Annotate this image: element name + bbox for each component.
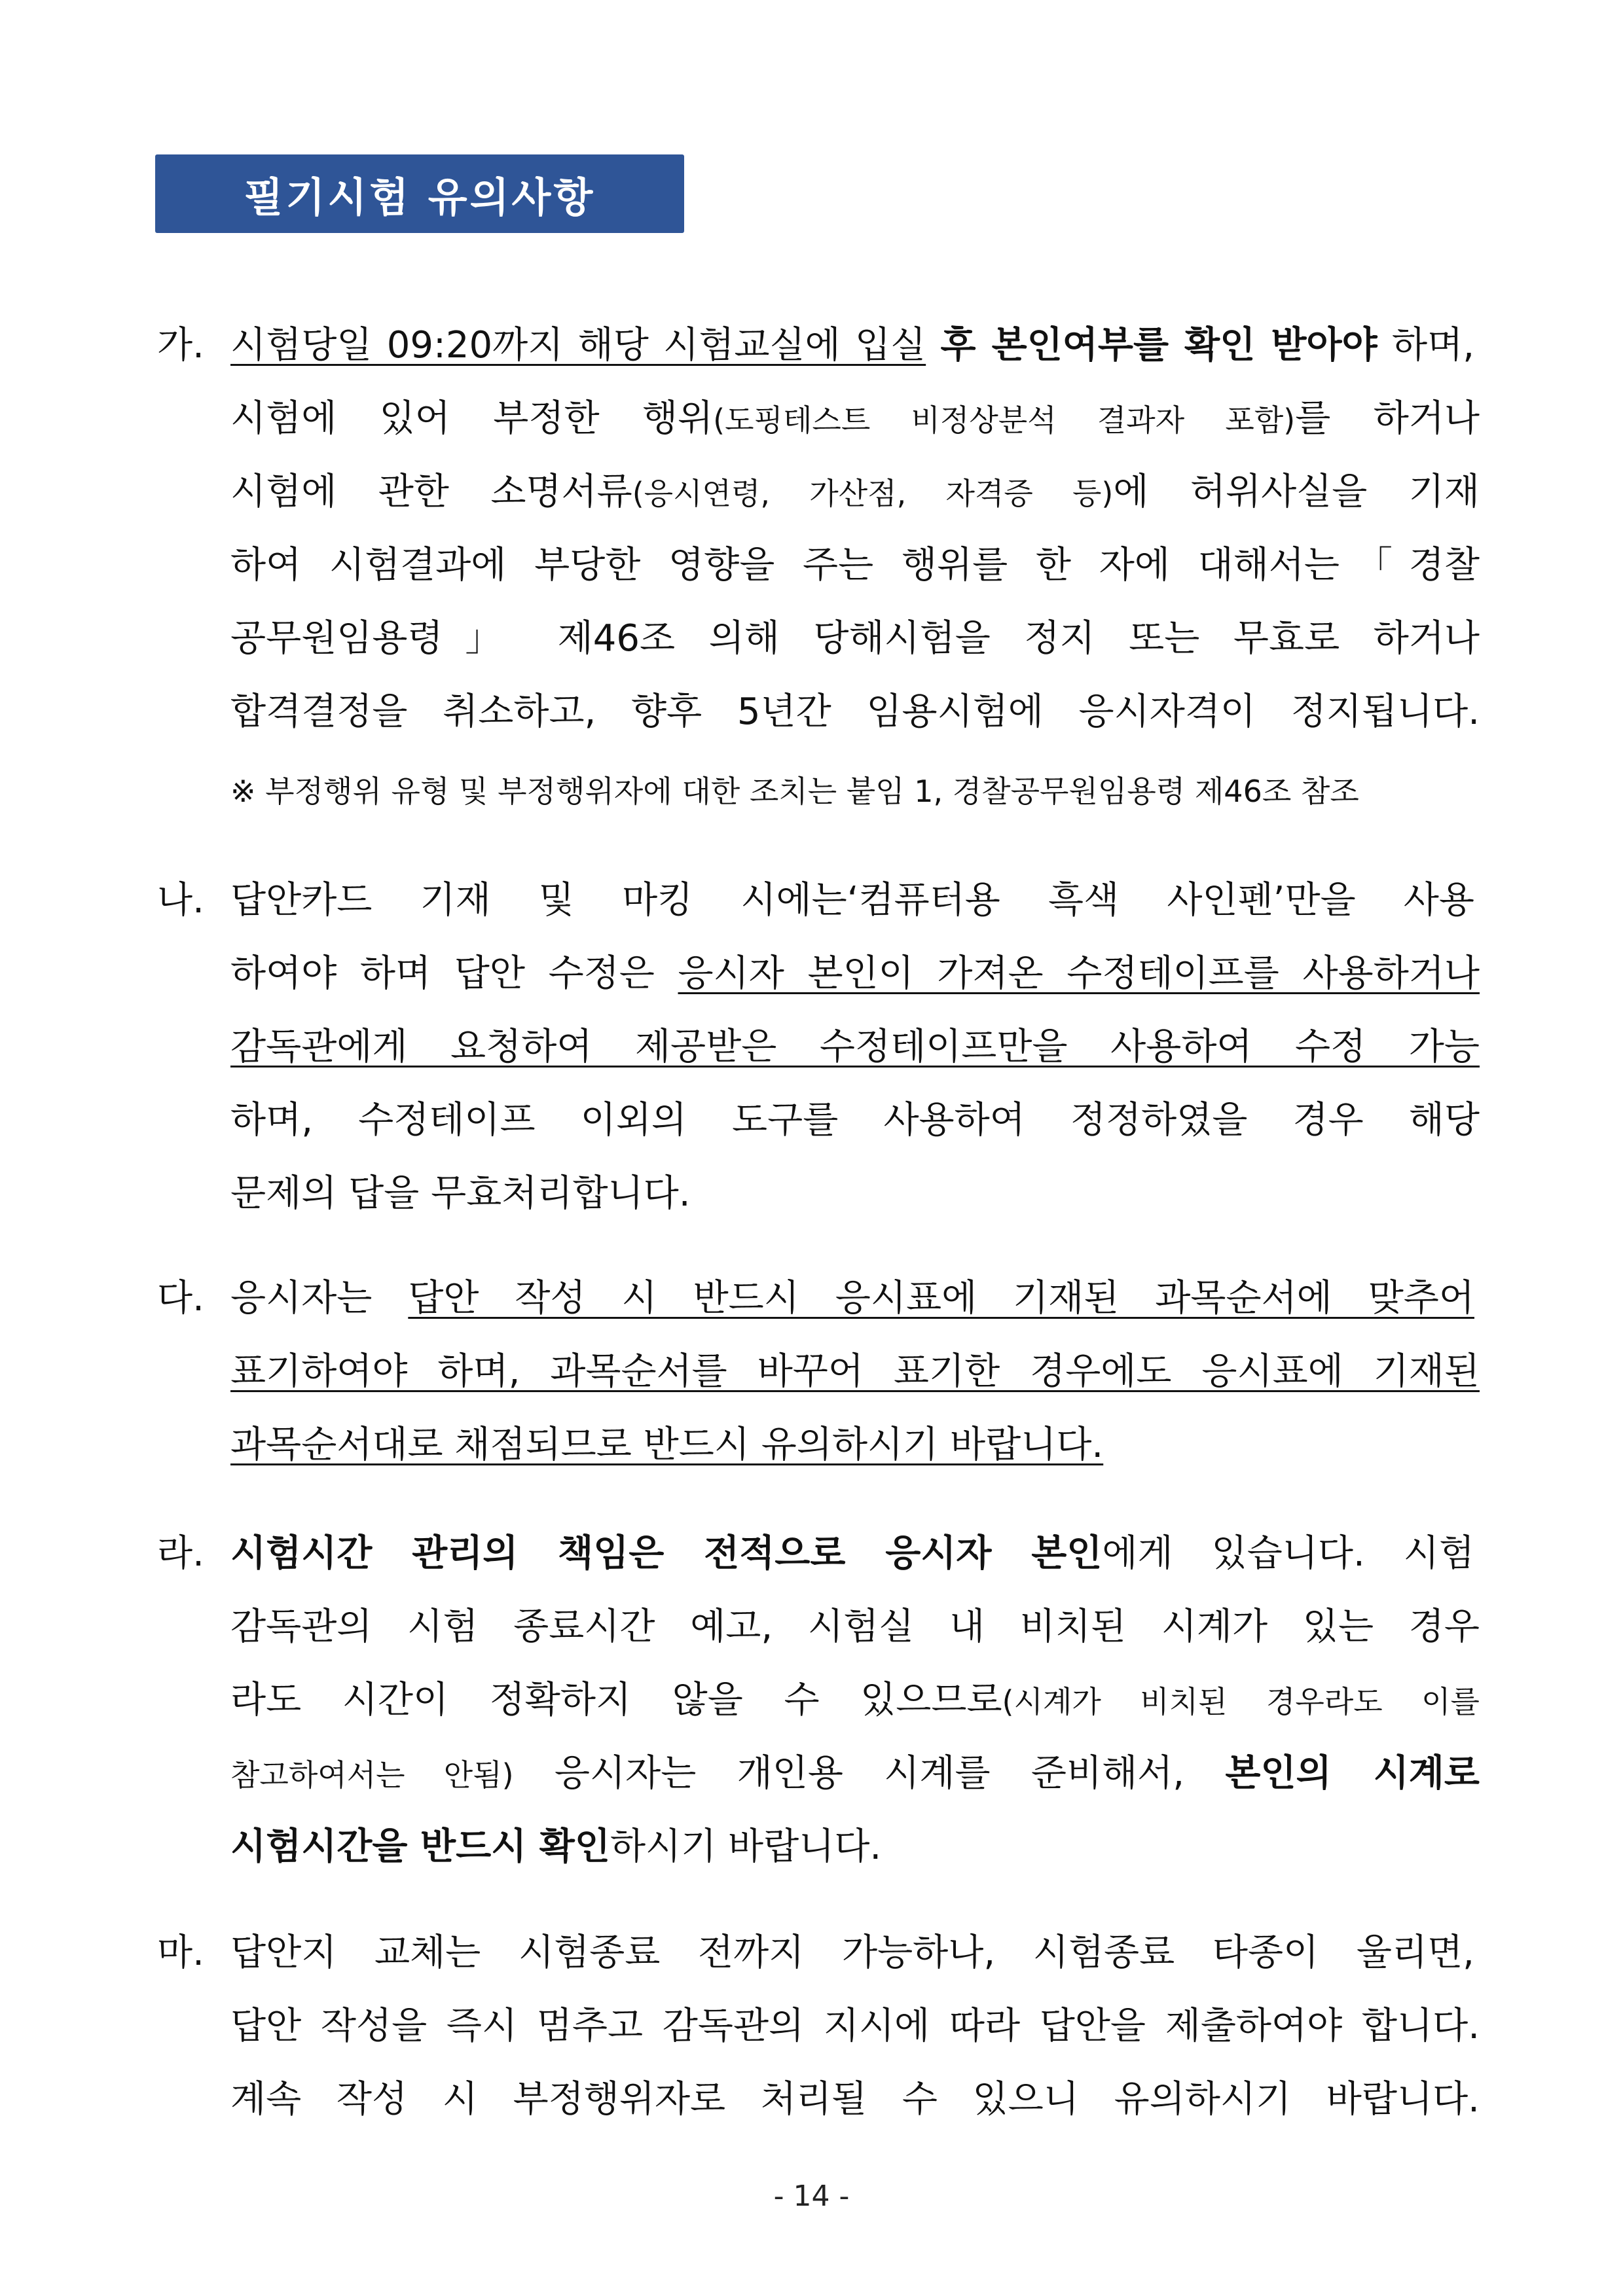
notice-line xyxy=(157,1737,1480,1810)
notice-line xyxy=(157,675,1480,749)
notice-line xyxy=(157,382,1480,456)
notice-line xyxy=(157,1408,1480,1482)
text: 시험에 있어 부정한 행위 xyxy=(230,397,714,440)
notice-item-ma xyxy=(157,1916,1480,2136)
reference-note: ※ 부정행위 유형 및 부정행위자에 대한 조치는 붙임 1, 경찰공무원임용령 제46조 참조 xyxy=(230,774,1359,809)
notice-line xyxy=(157,1084,1480,1157)
notice-line xyxy=(157,529,1480,602)
text: 답안지 교체는 시험종료 전까지 가능하나, 시험종료 타종이 울리면, xyxy=(230,1931,1474,1974)
text: 응시자는 xyxy=(230,1277,409,1319)
text: 하여야 하며 답안 수정은 xyxy=(230,952,678,995)
underlined-text: 표기하여야 하며, 과목순서를 바꾸어 표기한 경우에도 응시표에 기재된 xyxy=(230,1350,1480,1393)
notice-line xyxy=(157,1517,1480,1590)
bold-text: 시험시간 관리의 책임은 전적으로 응시자 본인 xyxy=(230,1532,1103,1575)
notice-line xyxy=(157,1157,1480,1230)
underlined-text: 감독관에게 요청하여 제공받은 수정테이프만을 사용하여 수정 가능 xyxy=(230,1026,1480,1068)
notice-line xyxy=(157,1335,1480,1408)
underlined-text: 과목순서대로 채점되므로 반드시 유의하시기 바랍니다. xyxy=(230,1424,1104,1466)
bold-text: 시험시간을 반드시 확인 xyxy=(230,1825,610,1868)
section-title: 필기시험 유의사항 xyxy=(244,173,596,221)
small-text: 참고하여서는 안됨) xyxy=(230,1757,514,1793)
notice-line xyxy=(157,1590,1480,1664)
notice-line xyxy=(157,309,1480,382)
item-marker: 나. xyxy=(157,879,204,922)
text: 에게 있습니다. 시험 xyxy=(1102,1532,1474,1575)
text: 라도 시간이 정확하지 않을 수 있으므로 xyxy=(230,1679,1002,1721)
text: 공무원임용령」 제46조 의해 당해시험을 정지 또는 무효로 하거나 xyxy=(230,617,1480,660)
notice-line xyxy=(157,1664,1480,1737)
notice-line xyxy=(157,1810,1480,1884)
bold-text: 후 본인여부를 확인 받아야 xyxy=(940,324,1377,367)
notice-item-na xyxy=(157,864,1480,1230)
text: 계속 작성 시 부정행위자로 처리될 수 있으니 유의하시기 바랍니다. xyxy=(230,2078,1480,2121)
text: 응시자는 개인용 시계를 준비해서, xyxy=(513,1752,1226,1795)
underlined-text: 시험당일 09:20까지 해당 시험교실에 입실 xyxy=(230,324,926,367)
small-text: (시계가 비치된 경우라도 이를 xyxy=(1002,1684,1480,1719)
item-marker: 가. xyxy=(157,324,204,367)
notice-line xyxy=(157,1916,1480,1990)
notice-line xyxy=(157,456,1480,529)
text: 답안카드 기재 및 마킹 시에는‘컴퓨터용 흑색 사인펜’만을 사용 xyxy=(230,879,1474,922)
underlined-text: 응시자 본인이 가져온 수정테이프를 사용하거나 xyxy=(678,952,1480,995)
notice-line xyxy=(157,602,1480,675)
text: 하며, 수정테이프 이외의 도구를 사용하여 정정하였을 경우 해당 xyxy=(230,1099,1480,1141)
text: 감독관의 시험 종료시간 예고, 시험실 내 비치된 시계가 있는 경우 xyxy=(230,1605,1480,1648)
notice-line xyxy=(157,1262,1480,1335)
notice-line xyxy=(157,864,1480,937)
small-text: (응시연령, 가산점, 자격증 등) xyxy=(632,476,1114,511)
underlined-text: 답안 작성 시 반드시 응시표에 기재된 과목순서에 맞추어 xyxy=(408,1277,1474,1319)
notice-item-ra xyxy=(157,1517,1480,1884)
notice-line xyxy=(157,2063,1480,2136)
notice-item-da xyxy=(157,1262,1480,1482)
text: 시험에 관한 소명서류 xyxy=(230,471,632,513)
item-marker: 라. xyxy=(157,1532,204,1575)
item-marker: 마. xyxy=(157,1931,204,1974)
text: 를 하거나 xyxy=(1295,397,1480,440)
text: 하여 시험결과에 부당한 영향을 주는 행위를 한 자에 대해서는「경찰 xyxy=(230,544,1480,586)
text: 합격결정을 취소하고, 향후 5년간 임용시험에 응시자격이 정지됩니다. xyxy=(230,691,1480,733)
notice-line xyxy=(157,937,1480,1011)
item-marker: 다. xyxy=(157,1277,204,1319)
notice-line xyxy=(157,1011,1480,1084)
notice-line xyxy=(157,1990,1480,2063)
notice-item-ga xyxy=(157,309,1480,749)
text: 하며, xyxy=(1377,324,1475,367)
text: 하시기 바랍니다. xyxy=(610,1825,882,1868)
text: 문제의 답을 무효처리합니다. xyxy=(230,1172,691,1215)
page-number: - 14 - xyxy=(773,2179,850,2213)
text: 답안 작성을 즉시 멈추고 감독관의 지시에 따라 답안을 제출하여야 합니다. xyxy=(230,2005,1480,2047)
section-title-box xyxy=(155,154,684,233)
bold-text: 본인의 시계로 xyxy=(1225,1752,1480,1795)
text: 에 허위사실을 기재 xyxy=(1113,471,1480,513)
small-text: (도핑테스트 비정상분석 결과자 포함) xyxy=(713,403,1296,438)
